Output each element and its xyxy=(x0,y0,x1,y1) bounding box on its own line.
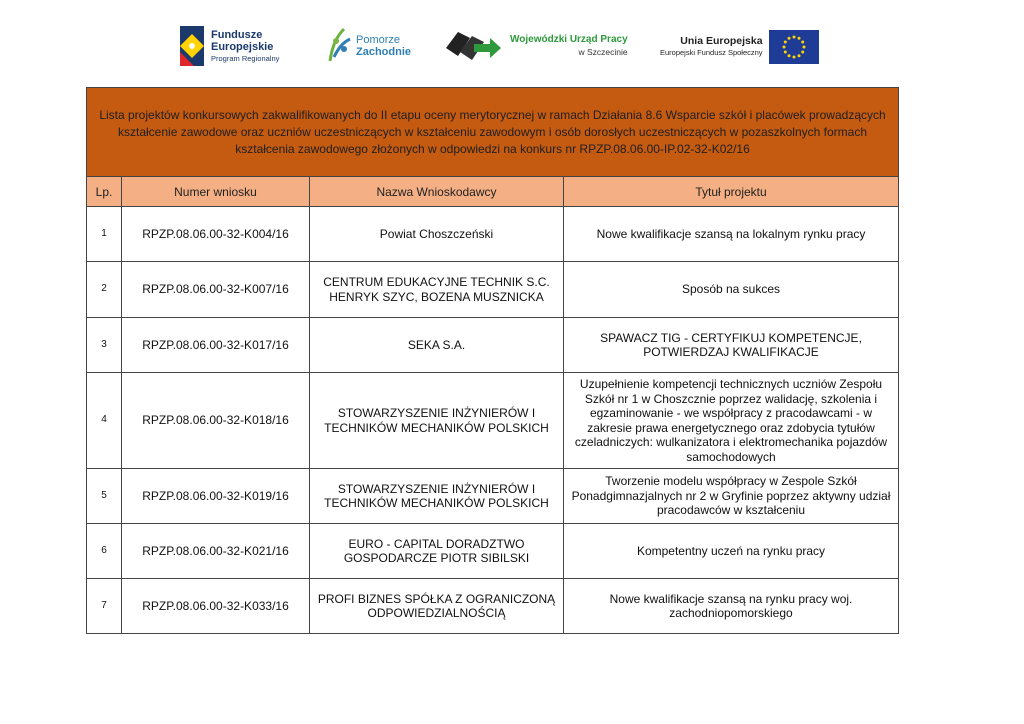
cell-lp: 1 xyxy=(87,207,122,262)
fe-flag-icon xyxy=(180,26,204,66)
table-title: Lista projektów konkursowych zakwalifikowanych do II etapu oceny merytorycznej w ramach Działania 8.6 Wsparcie szkół i placówek prowadzących kształcenie zawodowe oraz uczniów uczestniczących w kształceniu zawodowym i osób dorosłych uczestniczących w pozaszkolnych formach kształcenia zawodowego złożonych w odpowiedzi na konkurs nr RPZP.08.06.00-IP.02-32-K02/16 xyxy=(87,88,899,177)
table-row xyxy=(87,318,899,373)
header-lp: Lp. xyxy=(87,177,122,207)
cell-lp: 5 xyxy=(87,469,122,524)
cell-nazwa: CENTRUM EDUKACYJNE TECHNIK S.C. HENRYK SZYC, BOZENA MUSZNICKA xyxy=(310,262,564,318)
ue-line2: Europejski Fundusz Społeczny xyxy=(660,48,763,57)
cell-tytul: Nowe kwalifikacje szansą na rynku pracy woj. zachodniopomorskiego xyxy=(564,579,899,634)
wup-cards-icon xyxy=(444,30,502,62)
cell-nazwa: Powiat Choszczeński xyxy=(310,207,564,262)
logo-bar xyxy=(0,0,1024,80)
unia-europejska-logo xyxy=(660,30,819,64)
header-numer: Numer wniosku xyxy=(122,177,310,207)
wup-logo xyxy=(444,30,628,62)
cell-tytul: Tworzenie modelu współpracy w Zespole Szkół Ponadgimnazjalnych nr 2 w Gryfinie poprzez aktywny udział pracodawców w kształceniu xyxy=(564,469,899,524)
cell-lp: 2 xyxy=(87,262,122,318)
fe-line1: Fundusze xyxy=(211,28,263,41)
cell-nazwa: PROFI BIZNES SPÓŁKA Z OGRANICZONĄ ODPOWIEDZIALNOŚCIĄ xyxy=(310,579,564,634)
cell-tytul: Sposób na sukces xyxy=(564,262,899,318)
eu-flag-icon xyxy=(769,30,819,64)
cell-numer: RPZP.08.06.00-32-K018/16 xyxy=(122,373,310,469)
cell-numer: RPZP.08.06.00-32-K004/16 xyxy=(122,207,310,262)
table-row xyxy=(87,373,899,469)
cell-tytul: Kompetentny uczeń na rynku pracy xyxy=(564,524,899,579)
cell-lp: 6 xyxy=(87,524,122,579)
cell-numer: RPZP.08.06.00-32-K007/16 xyxy=(122,262,310,318)
cell-nazwa: EURO - CAPITAL DORADZTWO GOSPODARCZE PIOTR SIBILSKI xyxy=(310,524,564,579)
wup-line1: Wojewódzki Urząd Pracy xyxy=(510,34,628,45)
header-nazwa: Nazwa Wnioskodawcy xyxy=(310,177,564,207)
cell-lp: 4 xyxy=(87,373,122,469)
fundusze-europejskie-logo xyxy=(180,26,279,66)
table-row xyxy=(87,469,899,524)
table-row xyxy=(87,207,899,262)
pz-line1: Pomorze xyxy=(356,34,401,46)
wup-line2: w Szczecinie xyxy=(578,47,628,57)
cell-nazwa: STOWARZYSZENIE INŻYNIERÓW I TECHNIKÓW MECHANIKÓW POLSKICH xyxy=(310,373,564,469)
cell-numer: RPZP.08.06.00-32-K033/16 xyxy=(122,579,310,634)
fe-line2: Europejskie xyxy=(211,40,274,53)
cell-numer: RPZP.08.06.00-32-K019/16 xyxy=(122,469,310,524)
cell-numer: RPZP.08.06.00-32-K017/16 xyxy=(122,318,310,373)
cell-numer: RPZP.08.06.00-32-K021/16 xyxy=(122,524,310,579)
cell-nazwa: STOWARZYSZENIE INŻYNIERÓW I TECHNIKÓW MECHANIKÓW POLSKICH xyxy=(310,469,564,524)
pz-line2: Zachodnie xyxy=(356,46,412,58)
projects-table xyxy=(86,87,899,634)
cell-lp: 3 xyxy=(87,318,122,373)
pz-leaf-icon xyxy=(326,27,352,65)
table-row xyxy=(87,262,899,318)
cell-tytul: Nowe kwalifikacje szansą na lokalnym rynku pracy xyxy=(564,207,899,262)
ue-line1: Unia Europejska xyxy=(680,35,763,47)
cell-nazwa: SEKA S.A. xyxy=(310,318,564,373)
cell-tytul: SPAWACZ TIG - CERTYFIKUJ KOMPETENCJE, POTWIERDZAJ KWALIFIKACJE xyxy=(564,318,899,373)
table-row xyxy=(87,524,899,579)
table-row xyxy=(87,579,899,634)
cell-lp: 7 xyxy=(87,579,122,634)
pomorze-zachodnie-logo xyxy=(326,27,411,65)
fe-line3: Program Regionalny xyxy=(211,53,280,63)
cell-tytul: Uzupełnienie kompetencji technicznych uczniów Zespołu Szkół nr 1 w Choszcznie poprzez walidację, szkolenia i egzaminowanie - we współpracy z pracodawcami - w zakresie prawa energetycznego oraz zdobycia tytułów czeladniczych: wulkanizatora i elektromechanika pojazdów samochodowych xyxy=(564,373,899,469)
table-header-row xyxy=(87,177,899,207)
header-tytul: Tytuł projektu xyxy=(564,177,899,207)
